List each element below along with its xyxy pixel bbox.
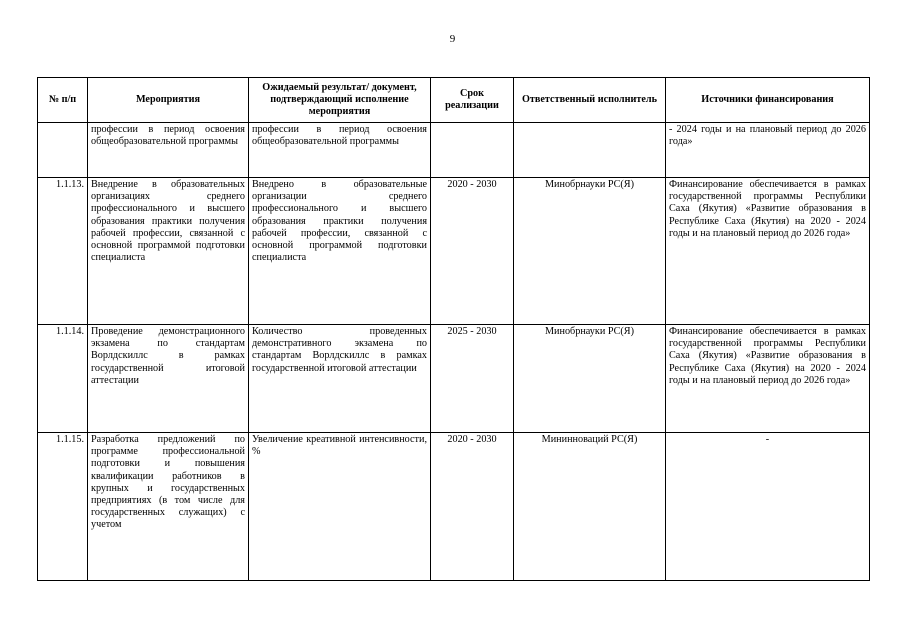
row-event: Проведение демонстрационного экзамена по стандартам Ворлдскиллс в рамках государственной итоговой аттестации bbox=[88, 325, 249, 433]
row-num: 1.1.14. bbox=[38, 325, 88, 433]
table-row bbox=[38, 123, 870, 178]
row-term bbox=[431, 123, 514, 178]
table-row bbox=[38, 178, 870, 325]
row-num: 1.1.13. bbox=[38, 178, 88, 325]
header-executor: Ответственный исполнитель bbox=[514, 78, 666, 123]
row-funding: Финансирование обеспечивается в рамках государственной программы Республики Саха (Якутия) «Развитие образования в Республике Саха (Якутия) на 2020 - 2024 годы и на плановый период до 2026 года» bbox=[666, 325, 870, 433]
row-result: Увеличение креативной интенсивности, % bbox=[249, 433, 431, 581]
table-row bbox=[38, 433, 870, 581]
row-result: Внедрено в образовательные организации среднего профессионального и высшего образования практики получения рабочей профессии, связанной с основной программой подготовки специалиста bbox=[249, 178, 431, 325]
row-num bbox=[38, 123, 88, 178]
row-executor: Минобрнауки РС(Я) bbox=[514, 325, 666, 433]
header-result: Ожидаемый результат/ документ, подтверждающий исполнение мероприятия bbox=[249, 78, 431, 123]
header-row bbox=[38, 78, 870, 123]
row-event: профессии в период освоения общеобразовательной программы bbox=[88, 123, 249, 178]
row-term: 2020 - 2030 bbox=[431, 178, 514, 325]
row-funding: - 2024 годы и на плановый период до 2026 года» bbox=[666, 123, 870, 178]
header-event: Мероприятия bbox=[88, 78, 249, 123]
row-executor: Минобрнауки РС(Я) bbox=[514, 178, 666, 325]
row-executor bbox=[514, 123, 666, 178]
header-funding: Источники финансирования bbox=[666, 78, 870, 123]
row-funding: Финансирование обеспечивается в рамках государственной программы Республики Саха (Якутия) «Развитие образования в Республике Саха (Якутия) на 2020 - 2024 годы и на плановый период до 2026 года» bbox=[666, 178, 870, 325]
header-num: № п/п bbox=[38, 78, 88, 123]
row-event: Внедрение в образовательных организациях среднего профессионального и высшего образования практики получения рабочей профессии, связанной с основной программой подготовки специалиста bbox=[88, 178, 249, 325]
header-term: Срок реализации bbox=[431, 78, 514, 123]
row-result: Количество проведенных демонстративного экзамена по стандартам Ворлдскиллс в рамках государственной итоговой аттестации bbox=[249, 325, 431, 433]
row-num: 1.1.15. bbox=[38, 433, 88, 581]
page-number: 9 bbox=[449, 33, 456, 45]
row-event: Разработка предложений по программе профессиональной подготовки и повышения квалификации работников в крупных и государственных предприятиях (в том числе для государственных служащих) с учетом bbox=[88, 433, 249, 581]
row-executor: Мининноваций РС(Я) bbox=[514, 433, 666, 581]
row-funding: - bbox=[666, 433, 870, 581]
row-result: профессии в период освоения общеобразовательной программы bbox=[249, 123, 431, 178]
table-row bbox=[38, 325, 870, 433]
row-term: 2025 - 2030 bbox=[431, 325, 514, 433]
events-table bbox=[37, 77, 870, 581]
row-term: 2020 - 2030 bbox=[431, 433, 514, 581]
